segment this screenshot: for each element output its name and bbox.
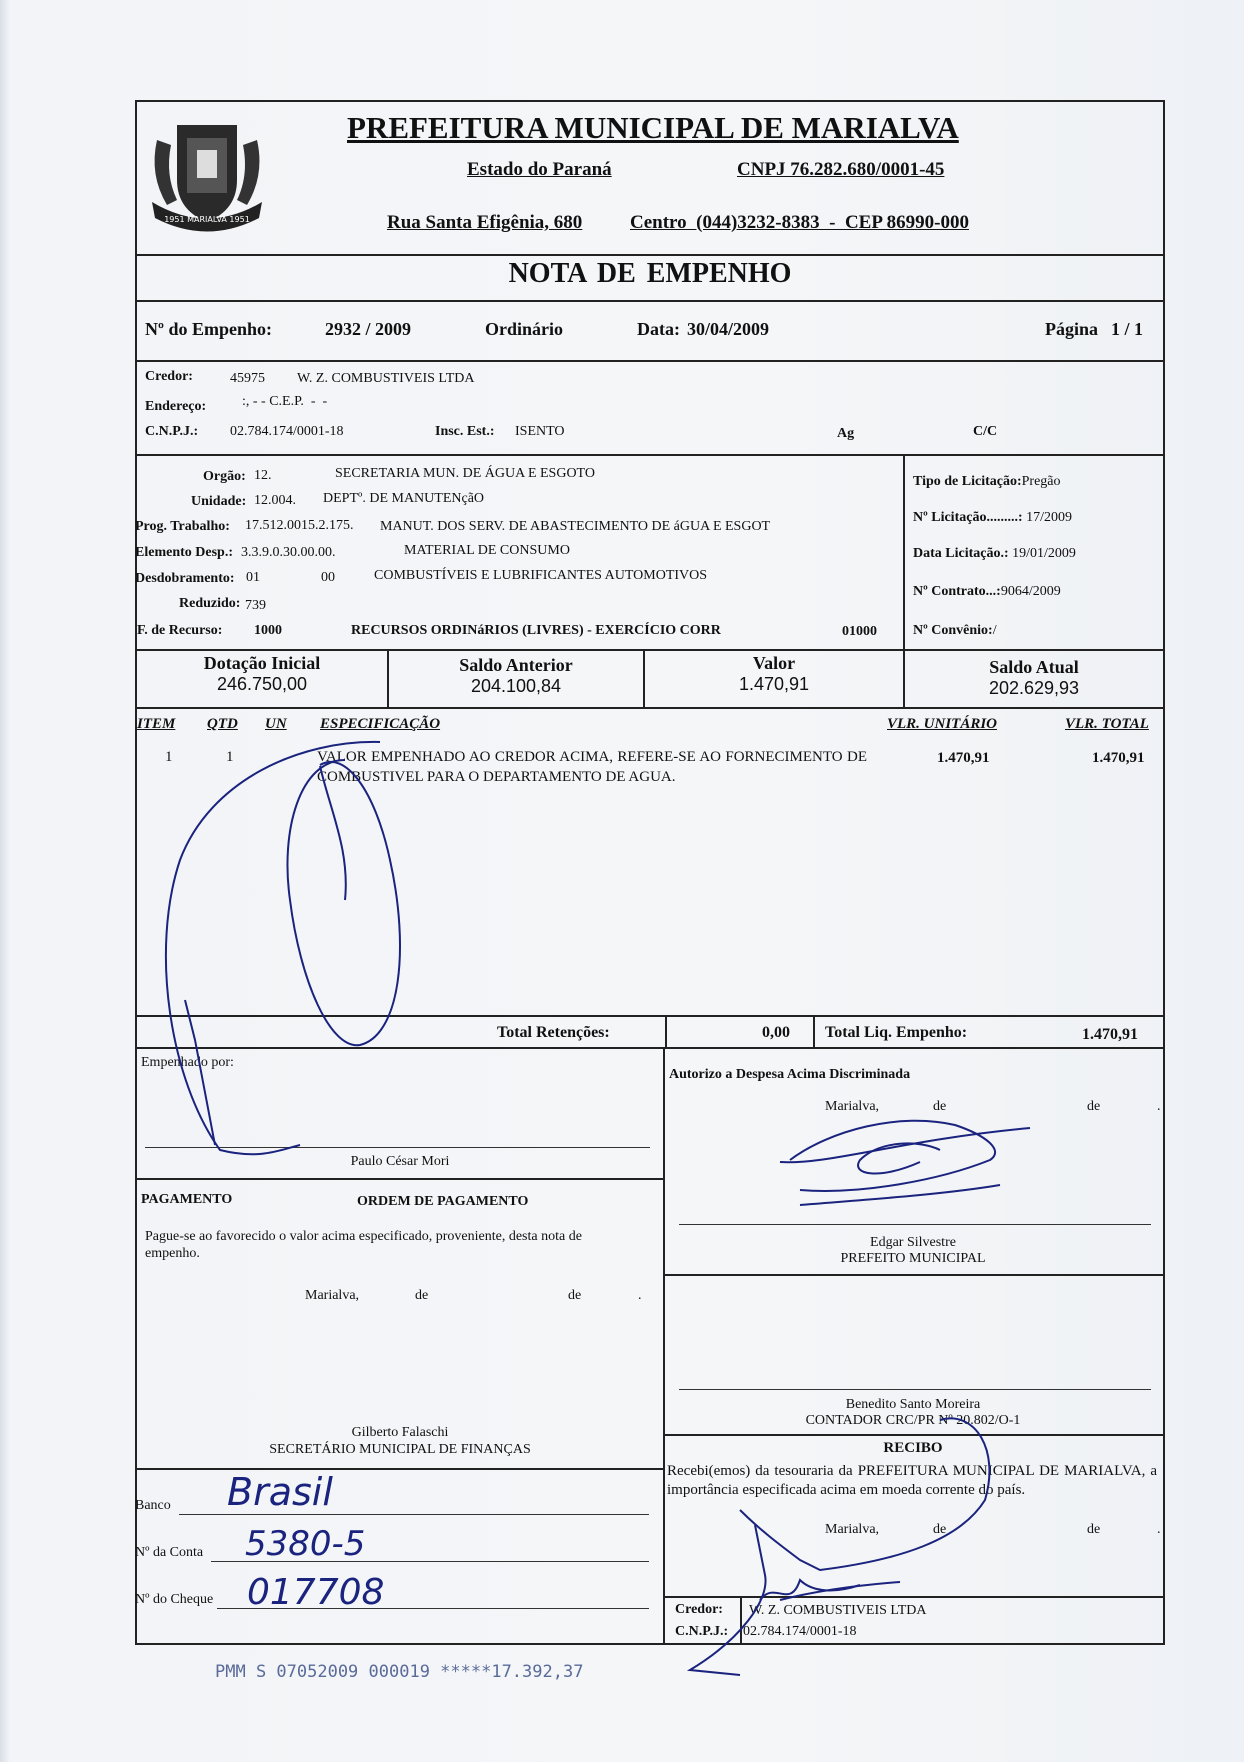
fonte-desc: RECURSOS ORDINáRIOS (LIVRES) - EXERCÍCIO CORR bbox=[351, 623, 721, 638]
org-address-rest: Centro (044)3232-8383 - CEP 86990-000 bbox=[630, 212, 969, 233]
retencoes-value: 0,00 bbox=[762, 1024, 790, 1041]
credor-code: 45975 bbox=[230, 371, 265, 386]
prog-desc: MANUT. DOS SERV. DE ABASTECIMENTO DE áGUA E ESGOT bbox=[380, 519, 771, 534]
elem-code: 3.3.9.0.30.00.00. bbox=[241, 545, 336, 560]
credor-cnpj: 02.784.174/0001-18 bbox=[230, 424, 344, 439]
elem-label: Elemento Desp.: bbox=[135, 545, 233, 560]
secretario-role: SECRETÁRIO MUNICIPAL DE FINANÇAS bbox=[269, 1442, 531, 1457]
item-unit-price: 1.470,91 bbox=[937, 750, 990, 766]
desd-code1: 01 bbox=[246, 570, 260, 585]
prog-label: Prog. Trabalho: bbox=[135, 519, 230, 534]
licitacao-tipo: Tipo de Licitação:Pregão bbox=[913, 474, 1061, 489]
banco-handwritten: Brasil bbox=[227, 1470, 333, 1514]
item-total: 1.470,91 bbox=[1092, 750, 1145, 766]
empenho-date-label: Data: bbox=[637, 319, 680, 339]
banco-label: Banco bbox=[135, 1498, 171, 1513]
autorizo-de2: de bbox=[1087, 1099, 1101, 1114]
unidade-desc: DEPTº. DE MANUTENçãO bbox=[323, 491, 485, 506]
recibo-cnpj: 02.784.174/0001-18 bbox=[743, 1624, 857, 1639]
conta-handwritten: 5380-5 bbox=[245, 1524, 366, 1564]
state-name: Estado do Paraná bbox=[467, 159, 612, 180]
item-spec: VALOR EMPENHADO AO CREDOR ACIMA, REFERE-SE AO FORNECIMENTO DE COMBUSTIVEL PARA O DEPARTAMENTO DE AGUA. bbox=[317, 749, 867, 785]
saldo-valor bbox=[645, 653, 903, 695]
org-cnpj: CNPJ 76.282.680/0001-45 bbox=[737, 159, 945, 180]
unidade-label: Unidade: bbox=[191, 494, 247, 509]
cheque-handwritten: 017708 bbox=[247, 1572, 385, 1613]
machine-stamp: PMM S 07052009 000019 *****17.392,37 bbox=[215, 1662, 584, 1682]
credor-label: Credor: bbox=[145, 369, 193, 384]
empenhado-name: Paulo César Mori bbox=[350, 1154, 450, 1169]
saldo-dotacao-label: Dotação Inicial bbox=[203, 653, 321, 673]
insc-label: Insc. Est.: bbox=[435, 424, 495, 439]
pagamento-city: Marialva, bbox=[305, 1288, 360, 1303]
desd-code2: 00 bbox=[321, 570, 335, 585]
recibo-de2: de bbox=[1087, 1522, 1101, 1537]
fonte-label: F. de Recurso: bbox=[137, 623, 223, 638]
ag-label: Ag bbox=[837, 426, 855, 441]
col-unit-price: VLR. UNITÁRIO bbox=[887, 716, 998, 732]
reduzido-label: Reduzido: bbox=[179, 596, 241, 611]
svg-text:1951 MARIALVA 1951: 1951 MARIALVA 1951 bbox=[164, 215, 250, 224]
recibo-de1: de bbox=[933, 1522, 947, 1537]
autorizo-de1: de bbox=[933, 1099, 947, 1114]
contador-name: Benedito Santo Moreira bbox=[845, 1397, 981, 1412]
col-spec: ESPECIFICAÇÃO bbox=[320, 716, 441, 732]
pagamento-text: Pague-se ao favorecido o valor acima especificado, proveniente, desta nota de empenho. bbox=[145, 1229, 582, 1261]
recibo-label: RECIBO bbox=[883, 1440, 943, 1456]
secretario-name: Gilberto Falaschi bbox=[351, 1425, 449, 1440]
col-item: ITEM bbox=[137, 716, 176, 732]
autorizo-label: Autorizo a Despesa Acima Discriminada bbox=[669, 1067, 911, 1082]
org-address-street: Rua Santa Efigênia, 680 bbox=[387, 212, 583, 233]
orgao-label: Orgão: bbox=[203, 469, 246, 484]
pagamento-de2: de bbox=[568, 1288, 582, 1303]
form-frame bbox=[135, 100, 1165, 1645]
prefeito-name: Edgar Silvestre bbox=[870, 1235, 956, 1250]
col-un: UN bbox=[265, 716, 287, 732]
ordem-label: ORDEM DE PAGAMENTO bbox=[357, 1194, 529, 1209]
org-title: PREFEITURA MUNICIPAL DE MARIALVA bbox=[347, 110, 959, 145]
pagamento-dot: . bbox=[638, 1288, 642, 1303]
saldo-atual-value: 202.629,93 bbox=[988, 678, 1080, 698]
conta-label: Nº da Conta bbox=[135, 1545, 204, 1560]
cnpj-label: C.N.P.J.: bbox=[145, 424, 199, 439]
liquido-value: 1.470,91 bbox=[1082, 1026, 1138, 1043]
autorizo-city: Marialva, bbox=[825, 1099, 880, 1114]
pagamento-de1: de bbox=[415, 1288, 429, 1303]
saldo-atual-label: Saldo Atual bbox=[989, 657, 1079, 677]
prefeito-role: PREFEITO MUNICIPAL bbox=[840, 1251, 986, 1266]
reduzido-value: 739 bbox=[245, 598, 266, 613]
pagamento-label: PAGAMENTO bbox=[141, 1192, 233, 1207]
saldo-atual bbox=[905, 657, 1163, 699]
licitacao-data: Data Licitação.: 19/01/2009 bbox=[913, 546, 1076, 561]
item-qtd: 1 bbox=[226, 749, 234, 765]
col-total: VLR. TOTAL bbox=[1065, 716, 1149, 732]
desd-desc: COMBUSTÍVEIS E LUBRIFICANTES AUTOMOTIVOS bbox=[374, 568, 708, 583]
empenho-label: Nº do Empenho: bbox=[145, 319, 272, 339]
credor-address: :, - - C.E.P. - - bbox=[242, 394, 328, 409]
unidade-code: 12.004. bbox=[254, 493, 296, 508]
credor-name: W. Z. COMBUSTIVEIS LTDA bbox=[297, 371, 475, 386]
saldo-valor-value: 1.470,91 bbox=[738, 674, 810, 694]
empenho-type: Ordinário bbox=[485, 319, 564, 339]
coat-of-arms-logo bbox=[147, 110, 267, 235]
orgao-desc: SECRETARIA MUN. DE ÁGUA E ESGOTO bbox=[335, 466, 595, 481]
prog-code: 17.512.0015.2.175. bbox=[245, 518, 354, 533]
contador-role: CONTADOR CRC/PR Nº 20.802/O-1 bbox=[805, 1413, 1021, 1428]
saldo-anterior-label: Saldo Anterior bbox=[459, 655, 573, 675]
page-label: Página bbox=[1045, 319, 1099, 339]
licitacao-num: Nº Licitação.........: 17/2009 bbox=[913, 510, 1072, 525]
saldo-anterior bbox=[389, 655, 643, 697]
saldo-anterior-value: 204.100,84 bbox=[470, 676, 562, 696]
recibo-dot: . bbox=[1157, 1522, 1161, 1537]
cc-label: C/C bbox=[973, 424, 998, 439]
contrato-num: Nº Contrato...:9064/2009 bbox=[913, 584, 1061, 599]
item-number: 1 bbox=[165, 749, 173, 765]
desd-label: Desdobramento: bbox=[135, 571, 235, 586]
fonte-num: 01000 bbox=[842, 624, 877, 639]
recibo-text: Recebi(emos) da tesouraria da PREFEITURA MUNICIPAL DE MARIALVA, a importância especificada acima em moeda corrente do país. bbox=[667, 1463, 1157, 1498]
page-number: 1 / 1 bbox=[1111, 319, 1144, 339]
recibo-city: Marialva, bbox=[825, 1522, 880, 1537]
empenho-number: 2932 / 2009 bbox=[325, 319, 412, 339]
empenhado-label: Empenhado por: bbox=[141, 1055, 234, 1070]
address-label: Endereço: bbox=[145, 399, 207, 414]
autorizo-dot: . bbox=[1157, 1099, 1161, 1114]
liquido-label: Total Liq. Empenho: bbox=[825, 1024, 968, 1041]
saldo-dotacao bbox=[137, 653, 387, 695]
recibo-cnpj-label: C.N.P.J.: bbox=[675, 1624, 729, 1639]
cheque-label: Nº do Cheque bbox=[135, 1592, 214, 1607]
fonte-code: 1000 bbox=[254, 623, 282, 638]
empenho-date: 30/04/2009 bbox=[687, 319, 770, 339]
saldo-valor-label: Valor bbox=[752, 653, 796, 673]
saldo-dotacao-value: 246.750,00 bbox=[216, 674, 308, 694]
convenio-num: Nº Convênio:/ bbox=[913, 623, 997, 638]
orgao-code: 12. bbox=[254, 468, 272, 483]
recibo-credor: W. Z. COMBUSTIVEIS LTDA bbox=[749, 1603, 927, 1618]
col-qtd: QTD bbox=[207, 716, 238, 732]
doc-title: NOTA DE EMPENHO bbox=[508, 258, 792, 289]
elem-desc: MATERIAL DE CONSUMO bbox=[404, 543, 570, 558]
retencoes-label: Total Retenções: bbox=[497, 1024, 610, 1041]
recibo-credor-label: Credor: bbox=[675, 1602, 723, 1617]
insc-value: ISENTO bbox=[515, 424, 565, 439]
